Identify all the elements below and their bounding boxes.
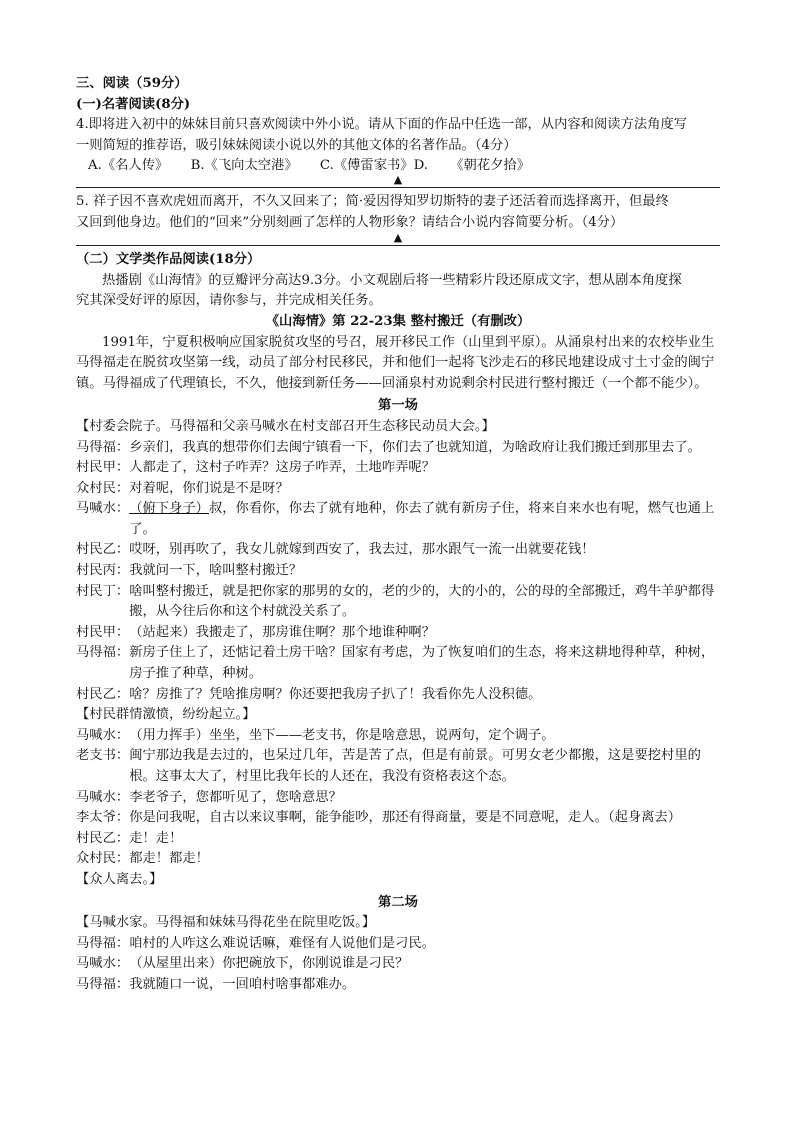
speaker-name: 村民丁： xyxy=(76,583,130,599)
speaker-name: 马得福： xyxy=(76,935,130,951)
answer-line-q5[interactable] xyxy=(76,231,720,246)
q4-option-d: 《朝花夕拾》 xyxy=(450,158,531,174)
speaker-name: 众村民： xyxy=(76,851,130,867)
intro-line-2: 究其深受好评的原因，请你参与，并完成相关任务。 xyxy=(76,293,382,309)
dialogue-text: 乡亲们，我真的想带你们去闽宁镇看一下，你们去了也就知道，为啥政府让我们搬迁到那里去了。 xyxy=(129,439,701,455)
scene1-stage: 【村委会院子。马得福和父亲马喊水在村支部召开生态移民动员大会。】 xyxy=(76,418,495,434)
speaker-name: 村民甲： xyxy=(76,624,130,640)
speaker-name: 马喊水： xyxy=(76,501,130,517)
speaker-name: 村民甲： xyxy=(76,460,130,476)
dialogue-line xyxy=(76,746,720,787)
dialogue-line xyxy=(76,934,720,955)
dialogue-text: 人都走了，这村子咋弄？这房子咋弄，土地咋弄呢？ xyxy=(129,460,436,476)
dialogue-line xyxy=(76,829,720,850)
dialogue-text: 我就随口一说，一回咱村啥事都难办。 xyxy=(129,976,356,992)
stage-direction: （俯下身子） xyxy=(129,501,209,517)
q5-line-2: 又回到他身边。他们的“回来”分别刻画了怎样的人物形象？请结合小说内容简要分析。（4分） xyxy=(76,214,624,230)
dialogue-line xyxy=(76,623,720,644)
speaker-name: 马喊水： xyxy=(76,727,130,743)
dialogue-line xyxy=(76,726,720,747)
dialogue-text: 闽宁那边我是去过的，也呆过几年，苦是苦了点，但是有前景。可男女老少都搬，这是要挖村里的根。这事太大了，村里比我年长的人还在，我没有资格表这个态。 xyxy=(129,748,701,784)
dialogue-text-body: 叔，你看你，你去了就有地种，你去了就有新房子住，将来自来水也有呢，燃气也通上了。 xyxy=(129,501,715,537)
dialogue-text: 哎呀，别再吹了，我女儿就嫁到西安了，我去过，那水跟气一流一出就要花钱！ xyxy=(129,542,595,558)
dialogue-text: 啥叫整村搬迁，就是把你家的那男的女的，老的少的，大的小的，公的母的全部搬迁，鸡牛羊驴都得搬，从今往后你和这个村就没关系了。 xyxy=(129,583,715,620)
q4-line-1: 4.即将进入初中的妹妹目前只喜欢阅读中外小说。请从下面的作品中任选一部，从内容和阅读方法角度写 xyxy=(76,117,688,133)
speaker-name: 马喊水： xyxy=(76,956,130,972)
dialogue-line xyxy=(76,499,720,540)
part1-title: (一)名著阅读(8分) xyxy=(76,96,191,112)
scene1-dialogue-2 xyxy=(76,726,720,870)
answer-line-q4[interactable] xyxy=(76,172,720,188)
dialogue-text: 都走！都走！ xyxy=(129,851,209,867)
q4-option-c: C.《傅雷家书》D. xyxy=(319,158,428,174)
dialogue-text: 对着呢，你们说是不是呀？ xyxy=(129,480,289,496)
background-paragraph: 1991年，宁夏积极响应国家脱贫攻坚的号召，展开移民工作（山里到平原）。从涌泉村出来的农校毕业生马得福走在脱贫攻坚第一线，动员了部分村民移民，并和他们一起将飞沙走石的移民地建设成寸土寸金的闽宁镇。马得福成了代理镇长，不久，他接到新任务——回涌泉村劝说剩余村民进行整村搬迁（一个都不能少）。 xyxy=(76,334,715,391)
dialogue-text xyxy=(129,499,720,540)
speaker-name: 马得福： xyxy=(76,439,130,455)
script-title: 《山海情》第 22-23集 整村搬迁（有删改） xyxy=(265,313,531,329)
speaker-name: 老支书： xyxy=(76,748,130,764)
dialogue-line xyxy=(76,849,720,870)
intro-line-1: 热播剧《山海情》的豆瓣评分高达9.3分。小文观剧后将一些精彩片段还原成文字，想从剧本角度探 xyxy=(102,272,682,288)
dialogue-text: 啥？房推了？凭啥推房啊？你还要把我房子扒了！我看你先人没积德。 xyxy=(129,686,542,702)
dialogue-text: 我就问一下，啥叫整村搬迁？ xyxy=(129,563,303,579)
q4-line-2: 一则简短的推荐语，吸引妹妹阅读小说以外的其他文体的名著作品。（4分） xyxy=(76,137,517,153)
dialogue-text: （从屋里出来）你把碗放下，你刚说谁是刁民？ xyxy=(129,956,409,972)
scene2-stage: 【马喊水家。马得福和妹妹马得花坐在院里吃饭。】 xyxy=(76,915,376,931)
speaker-name: 马喊水： xyxy=(76,789,130,805)
exam-page xyxy=(76,74,720,996)
scene1-dialogue xyxy=(76,438,720,706)
dialogue-line xyxy=(76,643,720,684)
scene1-stage-2: 【村民群情激愤，纷纷起立。】 xyxy=(76,707,256,723)
dialogue-line xyxy=(76,479,720,500)
dialogue-line xyxy=(76,561,720,582)
speaker-name: 马得福： xyxy=(76,976,130,992)
dialogue-text: 李老爷子，您都听见了，您啥意思？ xyxy=(129,789,342,805)
dialogue-text: 你是问我呢，自古以来议事啊，能争能吵，那还有得商量，要是不同意呢，走人。（起身离去） xyxy=(129,810,682,826)
q4-option-a: A.《名人传》 xyxy=(88,158,169,174)
dialogue-line xyxy=(76,540,720,561)
dialogue-text: 新房子住上了，还惦记着土房干啥？国家有考虑，为了恢复咱们的生态，将来这耕地得种草，种树，房子推了种草，种树。 xyxy=(129,645,715,682)
question-5 xyxy=(76,192,720,233)
dialogue-line xyxy=(76,954,720,975)
speaker-name: 村民丙： xyxy=(76,563,130,579)
dialogue-line xyxy=(76,788,720,809)
dialogue-line xyxy=(76,975,720,996)
speaker-name: 马得福： xyxy=(76,645,130,661)
dialogue-line xyxy=(76,582,720,623)
dialogue-text: （用力挥手）坐坐，坐下——老支书，你是啥意思，说两句，定个调子。 xyxy=(129,727,555,743)
scene1-stage-3: 【众人离去。】 xyxy=(76,871,163,887)
q5-line-1: 5. 祥子因不喜欢虎妞而离开，不久又回来了；简·爱因得知罗切斯特的妻子还活着而选择离开，但最终 xyxy=(76,193,669,209)
dialogue-text: 走！走！ xyxy=(129,830,183,846)
dialogue-line xyxy=(76,685,720,706)
dialogue-line xyxy=(76,808,720,829)
answer-triangle-icon: ▲ xyxy=(393,231,403,245)
question-4 xyxy=(76,115,720,177)
scene2-dialogue xyxy=(76,934,720,996)
answer-triangle-icon: ▲ xyxy=(393,172,403,186)
section-title: 三、阅读（59分） xyxy=(76,76,188,91)
dialogue-line xyxy=(76,438,720,459)
dialogue-text: 咱村的人咋这么难说话嘛，难怪有人说他们是刁民。 xyxy=(129,935,436,951)
dialogue-text: （站起来）我搬走了，那房谁住啊？那个地谁种啊？ xyxy=(129,624,436,640)
scene1-title: 第一场 xyxy=(378,398,418,414)
speaker-name: 村民乙： xyxy=(76,830,130,846)
speaker-name: 村民乙： xyxy=(76,542,130,558)
q4-option-b: B.《飞向太空港》 xyxy=(190,158,298,174)
speaker-name: 众村民： xyxy=(76,480,130,496)
speaker-name: 李太爷： xyxy=(76,810,130,826)
dialogue-line xyxy=(76,458,720,479)
scene2-title: 第二场 xyxy=(378,894,418,910)
speaker-name: 村民乙： xyxy=(76,686,130,702)
part2-title: （二）文学类作品阅读(18分） xyxy=(76,252,261,268)
